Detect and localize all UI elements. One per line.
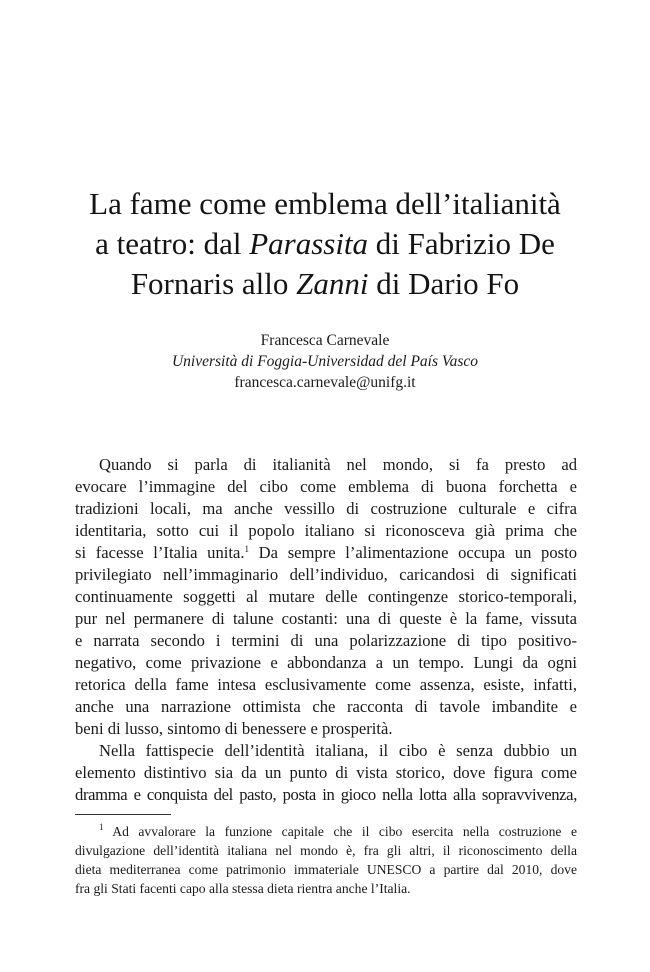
body-line: elemento distintivo sia da un punto di vista storico, dove figura come <box>75 763 577 782</box>
body-line: e narrata secondo i termini di una polarizzazione di tipo positivo- <box>75 631 577 650</box>
footnote-line-text: Ad avvalorare la funzione capitale che il cibo esercita nella costruzione e <box>103 824 577 839</box>
title-line-2-text: a teatro: dal <box>95 226 250 261</box>
title-line-3 <box>60 264 590 304</box>
title-line-3-rest: di Dario Fo <box>368 266 520 301</box>
title-italic-zanni: Zanni <box>296 266 369 301</box>
title-line-1: La fame come emblema dell’italianità <box>89 186 561 221</box>
body-line: dramma e conquista del pasto, posta in gioco nella lotta alla sopravvivenza, <box>75 785 577 804</box>
body-line: beni di lusso, sintomo di benessere e prosperità. <box>75 719 393 738</box>
article-title <box>60 184 590 304</box>
footnote <box>75 822 577 898</box>
body-line: Quando si parla di italianità nel mondo, si fa presto ad <box>99 455 577 474</box>
footnote-line: divulgazione dell’identità italiana nel mondo è, fra gli altri, il riconoscimento della <box>75 843 577 858</box>
body-line: negativo, come privazione e abbondanza a un tempo. Lungi da ogni <box>75 653 577 672</box>
footnote-mark: 1 <box>99 822 104 832</box>
body-line: tradizioni locali, ma anche vessillo di costruzione culturale e cifra <box>75 499 577 518</box>
body-line-text: Da sempre l’alimentazione occupa un posto <box>249 543 577 562</box>
author-affiliation: Università di Foggia-Universidad del País Vasco <box>171 353 479 370</box>
body-line: Nella fattispecie dell’identità italiana, il cibo è senza dubbio un <box>99 741 577 760</box>
body-line <box>75 542 577 564</box>
title-line-3-text: Fornaris allo <box>130 266 297 301</box>
body-line: pur nel permanere di talune costanti: una di queste è la fame, vissuta <box>75 609 577 628</box>
body-line: retorica della fame intesa esclusivamente come assenza, esiste, infatti, <box>75 675 577 694</box>
title-italic-parassita: Parassita <box>249 226 369 261</box>
footnote-reference: 1 <box>244 544 250 554</box>
title-line-2 <box>60 224 590 264</box>
body-line: privilegiato nell’immaginario dell’individuo, caricandosi di significati <box>75 565 577 584</box>
title-line-2-rest: di Fabrizio De <box>368 226 555 261</box>
body-line: evocare l’immagine del cibo come emblema di buona forchetta e <box>75 477 577 496</box>
author-block <box>60 330 590 393</box>
footnote-line <box>75 822 577 841</box>
author-email: francesca.carnevale@unifg.it <box>234 374 416 391</box>
body-line: anche una narrazione ottimista che racconta di tavole imbandite e <box>75 697 577 716</box>
body-line: identitaria, sotto cui il popolo italiano si riconosceva già prima che <box>75 521 577 540</box>
body-line-text: si facesse l’Italia unita. <box>75 543 245 562</box>
body-line: continuamente soggetti al mutare delle contingenze storico-temporali, <box>75 587 577 606</box>
author-name: Francesca Carnevale <box>260 332 390 349</box>
footnote-separator <box>75 814 171 815</box>
footnote-line: dieta mediterranea come patrimonio immateriale UNESCO a partire dal 2010, dove <box>75 862 577 877</box>
footnote-line: fra gli Stati facenti capo alla stessa dieta rientra anche l’Italia. <box>75 881 411 896</box>
body-paragraph <box>75 454 577 806</box>
